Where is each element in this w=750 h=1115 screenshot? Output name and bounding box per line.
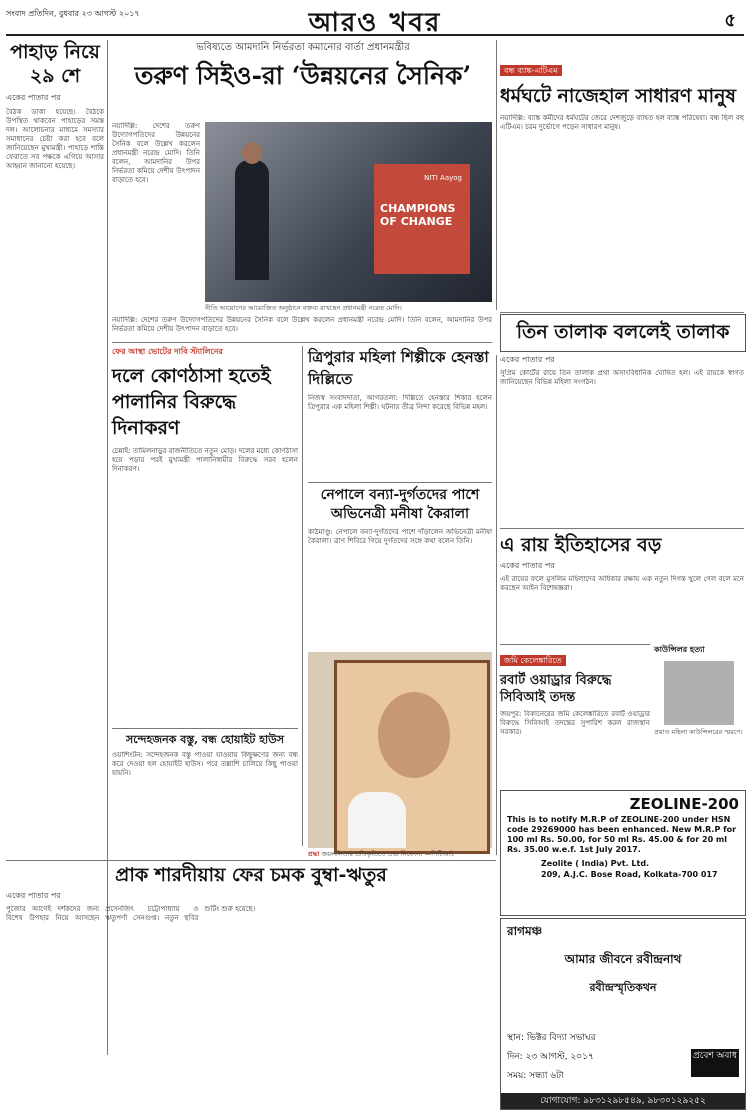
robert-tag: জমি কেলেঙ্কারিতে xyxy=(500,655,566,666)
story-tripura xyxy=(308,346,492,476)
headline: এ রায় ইতিহাসের বড় xyxy=(500,534,662,556)
ad-text: This is to notify M.R.P of ZEOLINE-200 under HSN code 29269000 has been enhanced. New M.R.P for 100 ml Rs. 50.00, for 50 ml Rs. 45.00 & for 20 ml Rs. 35.00 w.e.f. 1st July 2017. xyxy=(507,815,737,854)
column-rule xyxy=(496,355,497,855)
dateline: সংবাদ প্রতিদিন, বুধবার ২৩ আগস্ট ২০১৭ xyxy=(6,9,140,18)
photo-brand: NITI Aayog xyxy=(424,174,462,182)
ad-company: Zeolite ( India) Pvt. Ltd. xyxy=(541,859,650,868)
byline: একের পাতার পর xyxy=(6,93,61,102)
kicker: ফের আস্থা ভোটের দাবি স্ট্যালিনের xyxy=(112,347,223,356)
ad-brand: ZEOLINE-200 xyxy=(629,795,739,813)
obituary-photo xyxy=(664,661,734,725)
obituary-caption: প্রয়াত মহিলা কাউন্সিলরের স্মরণে। xyxy=(654,728,743,736)
rule xyxy=(500,312,744,313)
headline: দলে কোণঠাসা হতেই পালানির বিরুদ্ধে দিনাকরণ xyxy=(112,365,271,439)
obituary xyxy=(654,644,744,736)
caption-tag: শ্রদ্ধা xyxy=(308,850,320,858)
story-body: নিজস্ব সংবাদদাতা, আগরতলা: দিল্লিতে হেনস্তার শিকার হলেন ত্রিপুরার এক মহিলা শিল্পী। ঘটনার তীব্র নিন্দা করেছে বিভিন্ন মহল। xyxy=(308,394,492,411)
byline: একের পাতার পর xyxy=(500,355,555,364)
rule xyxy=(500,528,744,529)
event-line2: রবীন্দ্রস্মৃতিকথন xyxy=(589,981,657,994)
story-body: এই রায়ের ফলে মুসলিম মহিলাদের অধিকার রক্ষায় এক নতুন দিগন্ত খুলে গেল বলে মনে করছেন আইন বিশেষজ্ঞরা। xyxy=(500,575,744,592)
headline: রবার্ট ওয়াড্রার বিরুদ্ধে সিবিআই তদন্ত xyxy=(500,673,612,705)
kicker: ভবিষ্যতে আমদানি নির্ভরতা কমানোর বার্তা প্রধানমন্ত্রীর xyxy=(196,42,410,53)
story-history xyxy=(500,532,744,645)
zeoline-ad xyxy=(500,790,746,916)
story-body: কাঠমাণ্ডু: নেপালে বন্যা-দুর্গতদের পাশে দাঁড়ালেন অভিনেত্রী মনীষা কৈরালা। ত্রাণ শিবিরে গিয়ে দুর্গতদের সঙ্গে কথা বলেন তিনি। xyxy=(308,528,492,545)
event-line1: আমার জীবনে রবীন্দ্রনাথ xyxy=(564,952,682,966)
story-body: জয়পুর: বিকানেরের জমি কেলেঙ্কারিতে রবার্ট ওয়াড্রার বিরুদ্ধে সিবিআই তদন্তের সুপারিশ করল রাজস্থান সরকার। xyxy=(500,710,650,736)
strike-tag: বন্ধ ব্যাঙ্ক-এটিএম xyxy=(500,65,562,76)
ad-address: 209, A.J.C. Bose Road, Kolkata-700 017 xyxy=(541,870,718,879)
story-nepal xyxy=(308,486,492,636)
column-rule xyxy=(496,40,497,310)
story-body: ওয়াশিংটন: সন্দেহজনক বস্তু পাওয়া যাওয়ায় কিছুক্ষণের জন্য বন্ধ করে দেওয়া হল হোয়াইট হাউস। পরে তল্লাশি চালিয়ে কিছু পাওয়া যায়নি। xyxy=(112,751,298,777)
headline: সন্দেহজনক বস্তু, বন্ধ হোয়াইট হাউস xyxy=(125,733,285,746)
jaya-photo xyxy=(308,652,492,848)
story-body: পুজোর আগেই দর্শকদের জন্য বিশেষ উপহার নিয়ে আসছেন প্রসেনজিৎ চট্টোপাধ্যায় ও ঋতুপর্ণা সেনগুপ্ত। নতুন ছবির শুটিং শুরু হয়েছে। xyxy=(6,905,256,922)
obituary-heading: কাউন্সিলর হত্যা xyxy=(654,645,705,654)
event-free-badge: প্রবেশ অবাধ xyxy=(691,1049,739,1077)
rule xyxy=(112,342,492,343)
headline: তরুণ সিইও-রা ‘উন্নয়নের সৈনিক’ xyxy=(134,61,472,90)
event-org: রাগমঞ্চ xyxy=(507,924,543,938)
story-bottom xyxy=(6,862,496,1075)
byline: একের পাতার পর xyxy=(500,561,555,570)
rule xyxy=(308,482,492,483)
story-body: বৈঠক ডাকা হয়েছে। বৈঠকে উপস্থিত থাকবেন পাহাড়ের সমস্ত দল। আলোচনার মাধ্যমে সমস্যার সমাধানের চেষ্টা করা হবে বলে জানিয়েছেন মুখ্যমন্ত্রী। পাহাড়ে শান্তি ফেরাতে সব পক্ষকে এগিয়ে আসার আহ্বান জানানো হয়েছে। xyxy=(6,108,104,170)
story-body: নয়াদিল্লি: ব্যাঙ্ক কর্মীদের ধর্মঘটের জেরে দেশজুড়ে ব্যাহত হল ব্যাঙ্ক পরিষেবা। বন্ধ ছিল বহু এটিএম। চরম দুর্ভোগে পড়েন সাধারণ মানুষ। xyxy=(500,114,744,131)
caption-text: জয়ললিতার প্রতিকৃতিতে শ্রদ্ধা নিবেদন। —পিটিআই xyxy=(321,850,454,858)
column-rule xyxy=(302,346,303,846)
headline: প্রাক শারদীয়ায় ফের চমক বুম্বা-ঋতুর xyxy=(115,864,387,886)
story-body-cont: নয়াদিল্লি: দেশের তরুণ উদ্যোগপতিদের উন্নয়নের সৈনিক বলে উল্লেখ করলেন প্রধানমন্ত্রী নরেন্দ্র মোদি। তিনি বলেন, আমদানির উপর নির্ভরতা কমিয়ে দেশীয় উৎপাদন বাড়াতে হবে। xyxy=(112,316,492,333)
story-talaq xyxy=(500,354,744,529)
rule xyxy=(6,860,496,861)
headline: পাহাড় নিয়ে ২৯ শে xyxy=(10,41,100,87)
ceo-photo xyxy=(205,122,492,302)
photo-text: CHAMPIONS OF CHANGE xyxy=(380,202,456,228)
event-venue: স্থান: ভিক্টর বিদ্যা সভাঘর xyxy=(507,1033,596,1043)
headline: নেপালে বন্যা-দুর্গতদের পাশে অভিনেত্রী মনীষা কৈরালা xyxy=(320,487,480,522)
event-date: দিন: ২৩ আগস্ট, ২০১৭ xyxy=(507,1052,594,1062)
story-body: চেন্নাই: তামিলনাড়ুর রাজনীতিতে নতুন মোড়। দলের মধ্যে কোণঠাসা হয়ে পড়ার পরই মুখ্যমন্ত্রী পালানিস্বামীর বিরুদ্ধে সরব হলেন দিনাকরণ। xyxy=(112,447,298,473)
rule xyxy=(112,728,298,729)
event-time: সময়: সন্ধ্যা ৬টা xyxy=(507,1071,564,1081)
byline: একের পাতার পর xyxy=(6,891,61,900)
headline: ত্রিপুরার মহিলা শিল্পীকে হেনস্তা দিল্লিতে xyxy=(308,348,489,388)
event-ad xyxy=(500,918,746,1110)
story-whitehouse xyxy=(112,732,298,851)
story-robert xyxy=(500,648,650,770)
event-phone: যোগাযোগ: ৯৮৩১২৯৮৫৪৯, ৯৮৩০১২৯২৫২ xyxy=(501,1093,745,1109)
header-rule xyxy=(6,34,744,36)
story-ceo xyxy=(112,40,494,91)
photo-caption: নীতি আয়োগের আয়োজিত অনুষ্ঠানে বক্তব্য রাখছেন প্রধানমন্ত্রী নরেন্দ্র মোদি। xyxy=(205,304,402,312)
page-number: ৫ xyxy=(724,10,736,31)
jaya-caption xyxy=(308,850,492,858)
story-body: নয়াদিল্লি: দেশের তরুণ উদ্যোগপতিদের উন্নয়নের সৈনিক বলে উল্লেখ করলেন প্রধানমন্ত্রী নরেন্দ্র মোদি। তিনি বলেন, আমদানির উপর নির্ভরতা কমিয়ে দেশীয় উৎপাদন বাড়াতে হবে। xyxy=(112,122,200,184)
rule xyxy=(500,644,650,645)
talaq-headline-box xyxy=(500,314,746,352)
headline: ধর্মঘটে নাজেহাল সাধারণ মানুষ xyxy=(500,85,736,107)
headline: তিন তালাক বললেই তালাক xyxy=(516,321,730,343)
story-strike xyxy=(500,58,744,309)
story-body: সুপ্রিম কোর্টের রায়ে তিন তালাক প্রথা অসাংবিধানিক ঘোষিত হল। এই রায়কে স্বাগত জানিয়েছেন বিভিন্ন মহিলা সংগঠন। xyxy=(500,369,744,386)
section-title: আরও খবর xyxy=(308,8,442,38)
